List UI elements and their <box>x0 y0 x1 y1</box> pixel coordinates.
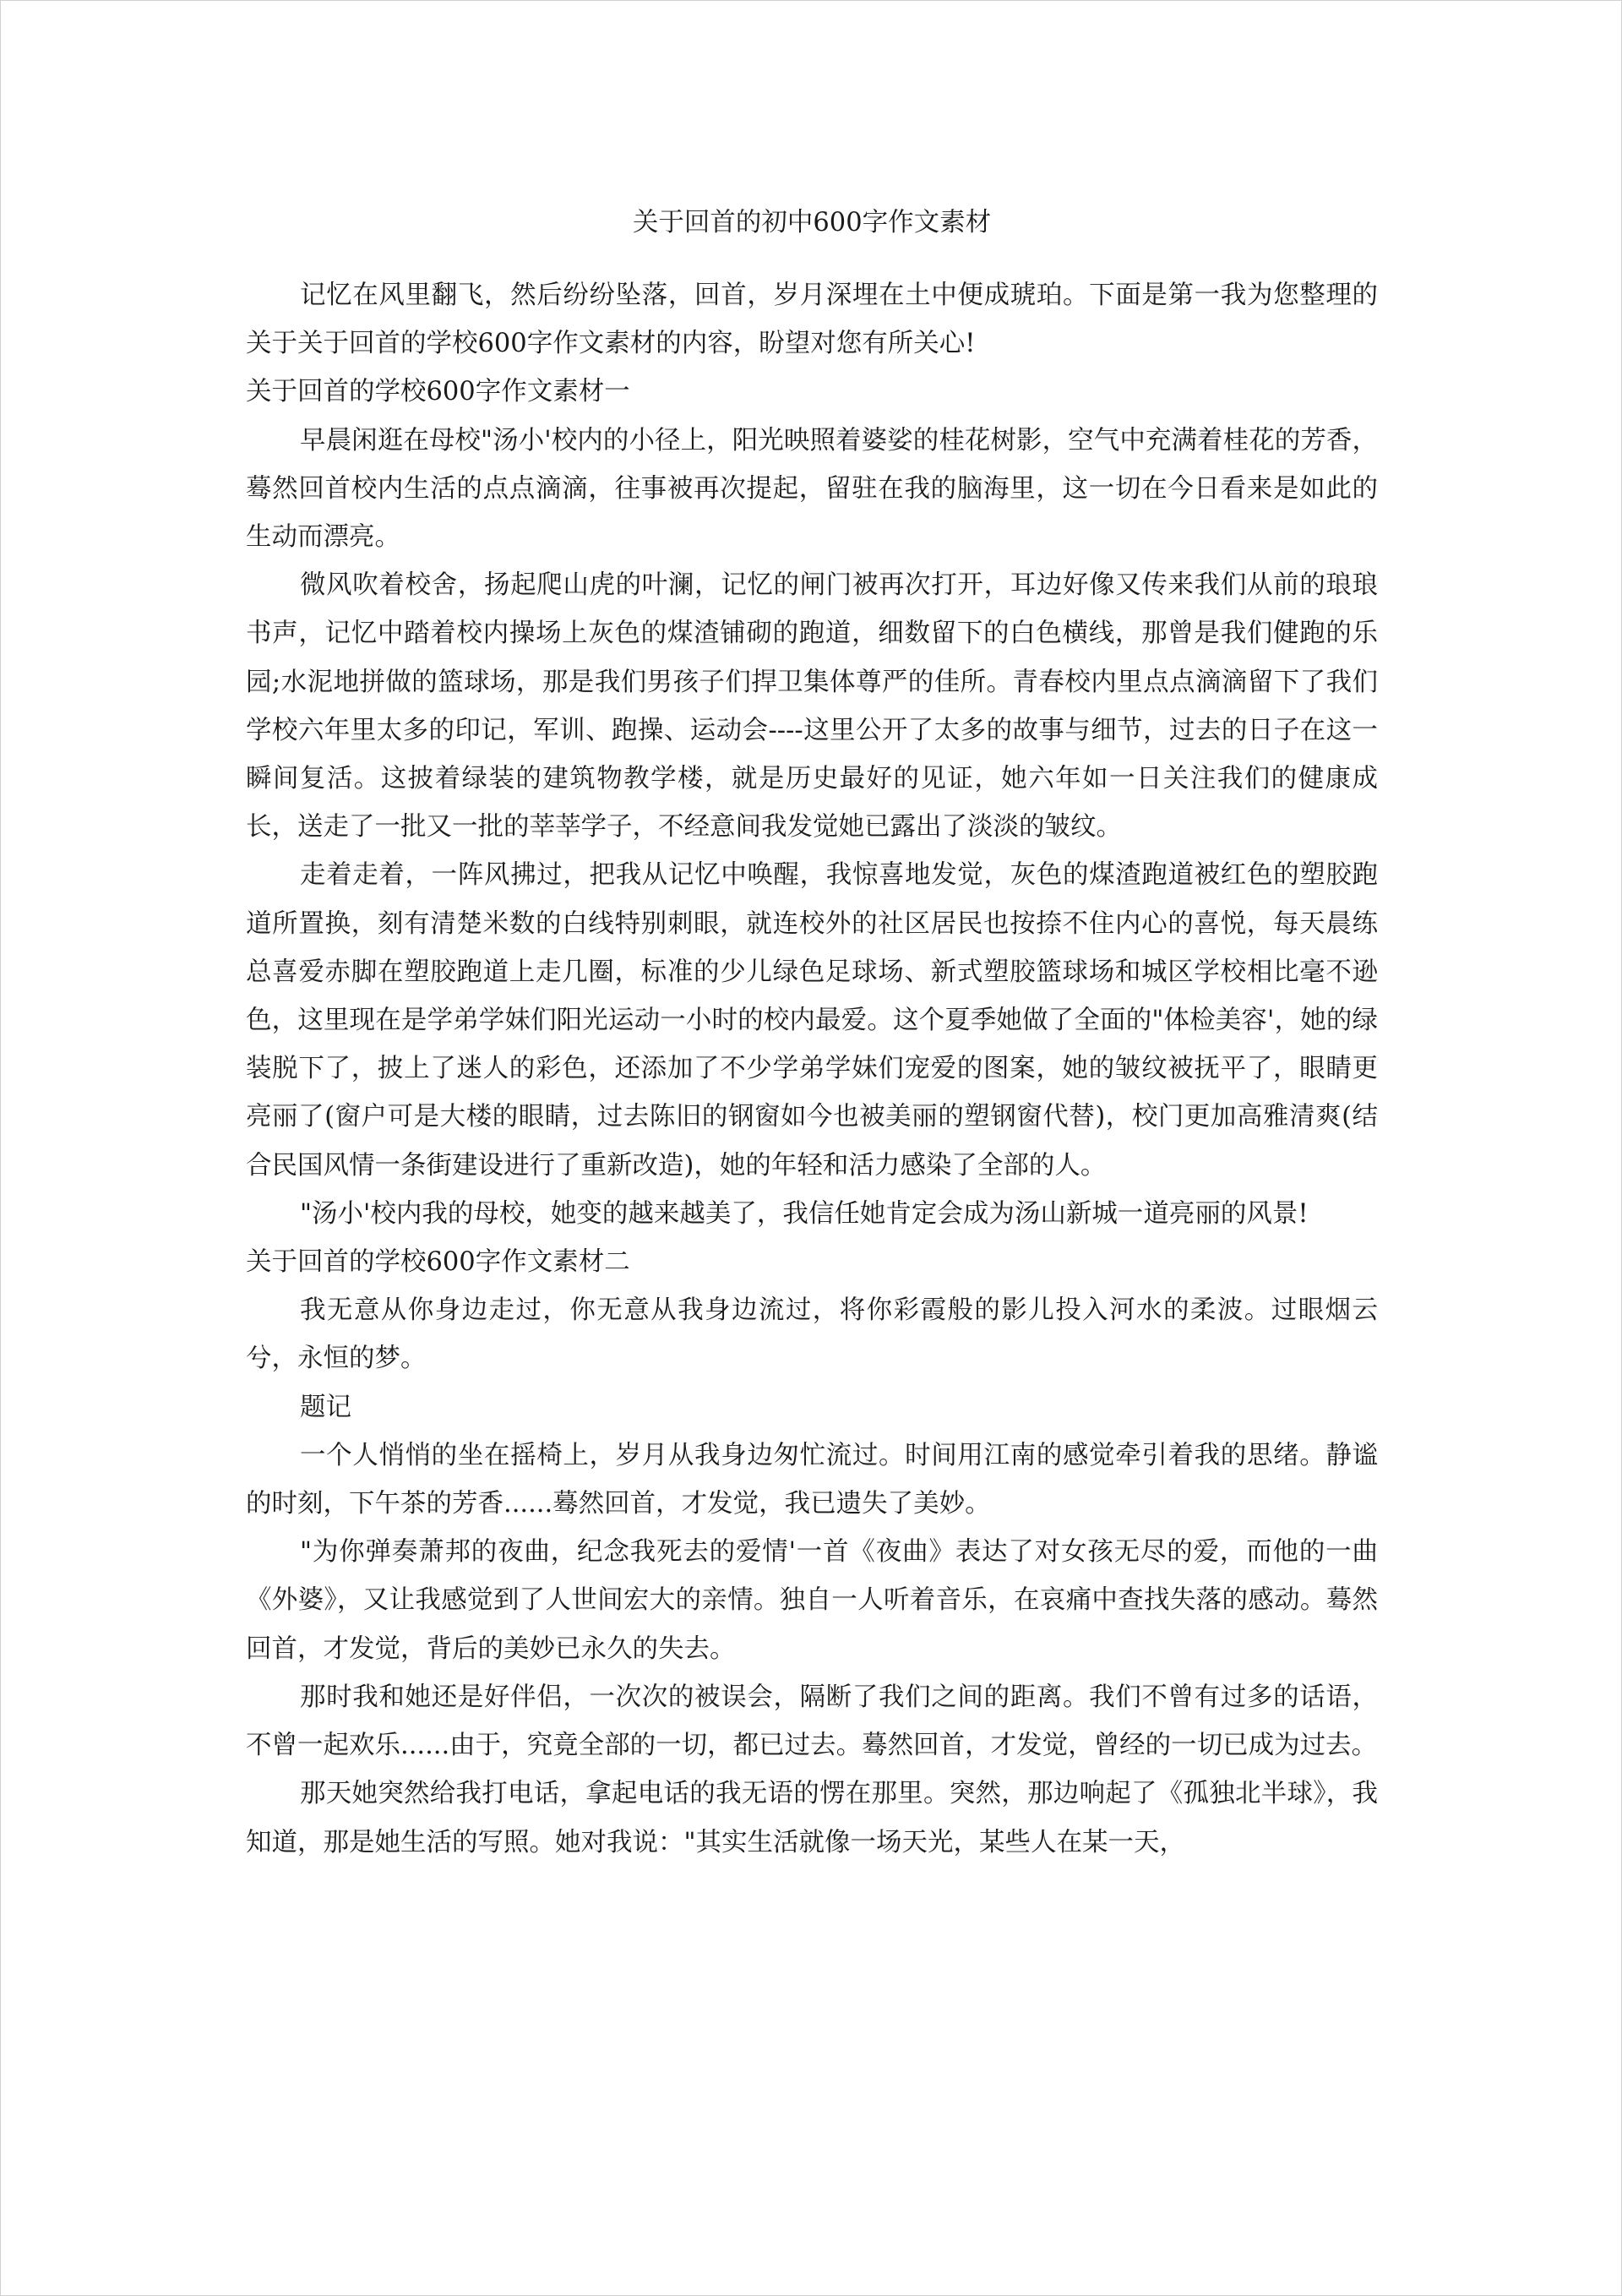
paragraph: 那时我和她还是好伴侣，一次次的被误会，隔断了我们之间的距离。我们不曾有过多的话语，不曾一起欢乐......由于，究竟全部的一切，都已过去。蓦然回首，才发觉，曾经的一切已成为过去。 <box>246 1682 1378 1761</box>
paragraph: 早晨闲逛在母校"汤小'校内的小径上，阳光映照着婆娑的桂花树影，空气中充满着桂花的芳香，蓦然回首校内生活的点点滴滴，往事被再次提起，留驻在我的脑海里，这一切在今日看来是如此的生动而漂亮。 <box>246 425 1378 553</box>
document-title: 关于回首的初中600字作文素材 <box>632 208 992 237</box>
paragraph: 那天她突然给我打电话，拿起电话的我无语的愣在那里。突然，那边响起了《孤独北半球》，我知道，那是她生活的写照。她对我说："其实生活就像一场天光，某些人在某一天， <box>246 1779 1378 1857</box>
paragraph: 我无意从你身边走过，你无意从我身边流过，将你彩霞般的影儿投入河水的柔波。过眼烟云兮，永恒的梦。 <box>246 1295 1378 1374</box>
paragraph: 微风吹着校舍，扬起爬山虎的叶澜，记忆的闸门被再次打开，耳边好像又传来我们从前的琅琅书声，记忆中踏着校内操场上灰色的煤渣铺砌的跑道，细数留下的白色横线，那曾是我们健跑的乐园;水泥地拼做的篮球场，那是我们男孩子们捍卫集体尊严的佳所。青春校内里点点滴滴留下了我们学校六年里太多的印记，军训、跑操、运动会----这里公开了太多的故事与细节，过去的日子在这一瞬间复活。这披着绿装的建筑物教学楼，就是历史最好的见证，她六年如一日关注我们的健康成长，送走了一批又一批的莘莘学子，不经意间我发觉她已露出了淡淡的皱纹。 <box>246 570 1378 843</box>
paragraph: 一个人悄悄的坐在摇椅上，岁月从我身边匆忙流过。时间用江南的感觉牵引着我的思绪。静谧的时刻，下午茶的芳香......蓦然回首，才发觉，我已遗失了美妙。 <box>246 1440 1378 1519</box>
section-heading-1: 关于回首的学校600字作文素材一 <box>246 377 630 407</box>
section-heading-2: 关于回首的学校600字作文素材二 <box>246 1247 630 1278</box>
paragraph-intro: 记忆在风里翻飞，然后纷纷坠落，回首，岁月深埋在土中便成琥珀。下面是第一我为您整理的关于关于回首的学校600字作文素材的内容，盼望对您有所关心! <box>246 281 1378 359</box>
paragraph-epigraph-label: 题记 <box>300 1392 351 1422</box>
paragraph: 走着走着，一阵风拂过，把我从记忆中唤醒，我惊喜地发觉，灰色的煤渣跑道被红色的塑胶跑道所置换，刻有清楚米数的白线特别刺眼，就连校外的社区居民也按捺不住内心的喜悦，每天晨练总喜爱赤脚在塑胶跑道上走几圈，标准的少儿绿色足球场、新式塑胶篮球场和城区学校相比毫不逊色，这里现在是学弟学妹们阳光运动一小时的校内最爱。这个夏季她做了全面的"体检美容'，她的绿装脱下了，披上了迷人的彩色，还添加了不少学弟学妹们宠爱的图案，她的皱纹被抚平了，眼睛更亮丽了(窗户可是大楼的眼睛，过去陈旧的钢窗如今也被美丽的塑钢窗代替)，校门更加高雅清爽(结合民国风情一条街建设进行了重新改造)，她的年轻和活力感染了全部的人。 <box>246 860 1378 1181</box>
document-body <box>246 204 1378 1867</box>
paragraph: "汤小'校内我的母校，她变的越来越美了，我信任她肯定会成为汤山新城一道亮丽的风景! <box>300 1198 1309 1229</box>
paragraph: "为你弹奏萧邦的夜曲，纪念我死去的爱情'一首《夜曲》表达了对女孩无尽的爱，而他的一曲《外婆》，又让我感觉到了人世间宏大的亲情。独自一人听着音乐，在哀痛中查找失落的感动。蓦然回首，才发觉，背后的美妙已永久的失去。 <box>246 1537 1378 1664</box>
